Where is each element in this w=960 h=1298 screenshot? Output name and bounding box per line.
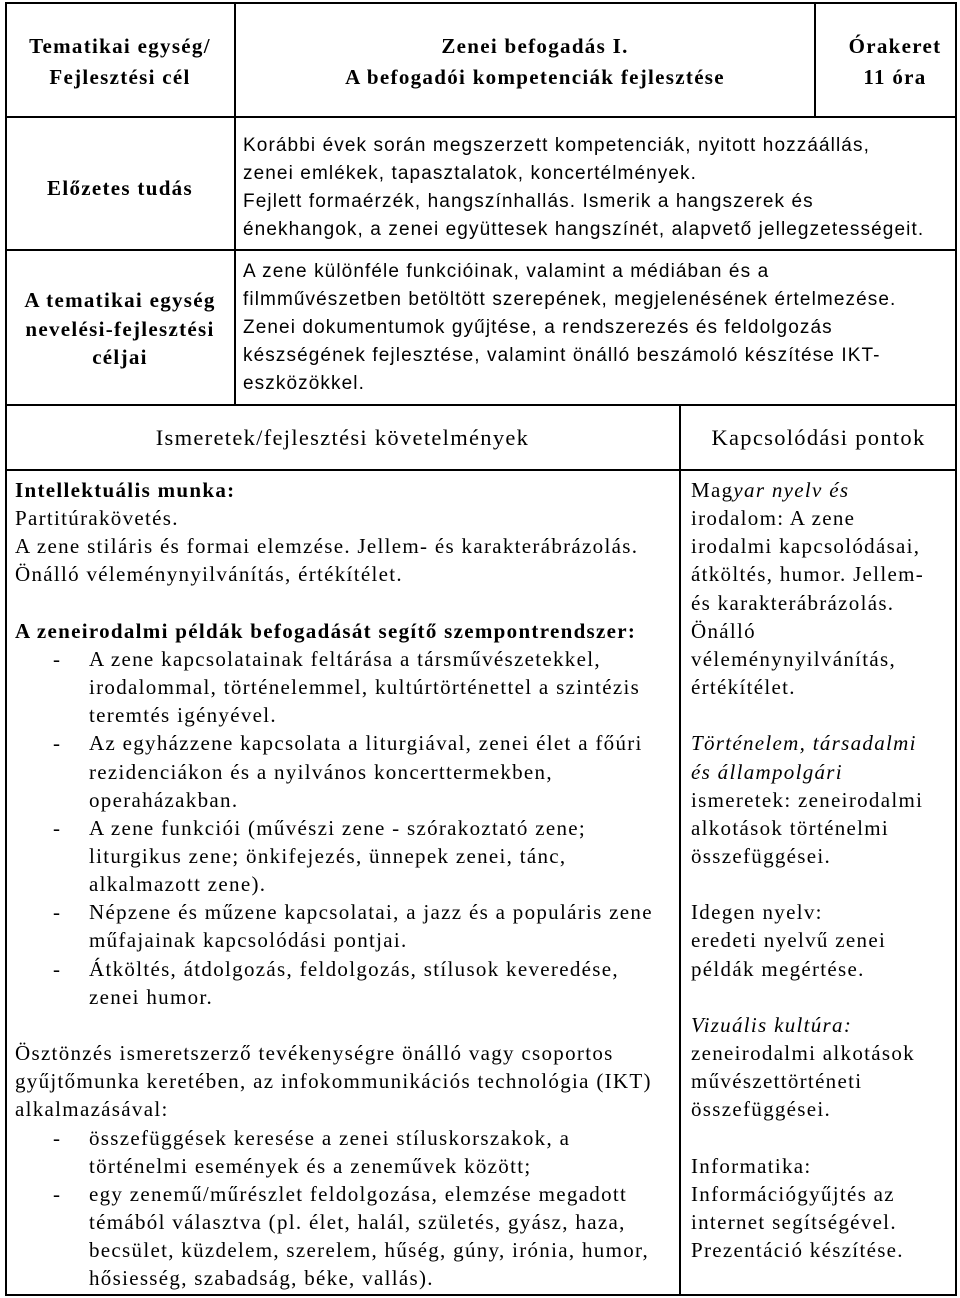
bullet-item: [15, 1124, 680, 1152]
requirement-text-line: gyűjtőmunka keretében, az infokommunikációs technológia (IKT): [15, 1069, 652, 1094]
requirement-subheading: A zeneirodalmi példák befogadását segítő szempontrendszer:: [15, 618, 637, 643]
bullet-item-text: liturgikus zene; önkifejezés, ünnepek zenei, tánc,: [89, 844, 567, 869]
bullet-item-text: becsület, küzdelem, szerelem, hűség, gúny, irónia, humor,: [89, 1238, 650, 1263]
connection-line: Informatika:: [691, 1153, 812, 1178]
bullet-marker: -: [53, 815, 62, 840]
bullet-item-text: operaházakban.: [89, 787, 239, 812]
bullet-marker: -: [53, 646, 62, 671]
connection-line: és karakterábrázolás.: [691, 590, 895, 615]
connection-line: irodalom: A zene: [691, 506, 856, 531]
goals-text: [235, 250, 957, 405]
bullet-item-continuation: [15, 786, 680, 814]
connection-line: ismeretek: zeneirodalmi: [691, 787, 924, 812]
connection-line: művészettörténeti: [691, 1069, 863, 1094]
bullet-item-text: Az egyházzene kapcsolata a liturgiával, zenei élet a főúri: [89, 731, 643, 756]
connection-line: Prezentáció készítése.: [691, 1238, 904, 1263]
connection-line: Vizuális kultúra:: [691, 1012, 853, 1037]
goal-line: A zene különféle funkcióinak, valamint a médiában és a: [243, 261, 770, 282]
prior-knowledge-label-cell: [5, 117, 235, 250]
bullet-item-continuation: [15, 673, 680, 701]
goals-label-line: nevelési-fejlesztési: [25, 316, 215, 341]
blank-line: [15, 589, 680, 617]
connection-line: Önálló: [691, 618, 756, 643]
connection-line-segment: Mag: [691, 478, 734, 502]
prior-knowledge-label: Előzetes tudás: [47, 176, 193, 200]
bullet-item-continuation: [15, 1264, 680, 1292]
bullet-item-continuation: [15, 983, 680, 1011]
bullet-marker: -: [53, 956, 62, 981]
requirement-text-line: Partitúrakövetés.: [15, 506, 179, 531]
connection-line-segment: yar nyelv és: [733, 478, 850, 502]
connection-line: internet segítségével.: [691, 1210, 897, 1234]
connection-line: Történelem, társadalmi: [691, 731, 917, 756]
unit-title: Zenei befogadás I.: [441, 34, 629, 58]
blank-line: [691, 701, 957, 729]
bullet-item-continuation: [15, 926, 680, 954]
bullet-item-text: témából választva (pl. élet, halál, születés, gyász, haza,: [89, 1210, 626, 1235]
bullet-item-continuation: [15, 1236, 680, 1264]
bullet-item-text: A zene kapcsolatainak feltárása a társművészetekkel,: [89, 646, 601, 671]
bullet-marker: -: [53, 900, 62, 925]
requirement-text-line: alkalmazásával:: [15, 1097, 169, 1122]
requirement-subheading: Intellektuális munka:: [15, 478, 236, 502]
requirement-text-line: Ösztönzés ismeretszerző tevékenységre önálló vagy csoportos: [15, 1041, 614, 1066]
goal-line: filmművészetben betöltött szerepének, megjelenésének értelmezése.: [243, 289, 897, 310]
goal-line: Zenei dokumentumok gyűjtése, a rendszerezés és feldolgozás: [243, 317, 833, 338]
connection-line: Idegen nyelv:: [691, 900, 823, 925]
blank-line: [691, 870, 957, 898]
bullet-item-text: teremtés igényével.: [89, 703, 277, 728]
bullet-item-text: A zene funkciói (művészi zene - szórakoztató zene;: [89, 815, 587, 840]
connection-line: Információgyűjtés az: [691, 1181, 895, 1206]
requirements-body: [5, 470, 680, 1296]
unit-label-line: Fejlesztési cél: [49, 65, 191, 89]
bullet-item-continuation: [15, 1208, 680, 1236]
prior-knowledge-line: énekhangok, a zenei együttesek hangszínét, alapvető jellegzetességeit.: [243, 219, 925, 240]
bullet-item-continuation: [15, 701, 680, 729]
bullet-item-text: hősiesség, szabadság, béke, vallás).: [89, 1266, 434, 1291]
prior-knowledge-line: Korábbi évek során megszerzett kompetenciák, nyitott hozzáállás,: [243, 135, 870, 156]
connections-body: [680, 470, 957, 1296]
bullet-marker: -: [53, 1125, 62, 1150]
bullet-item: [15, 645, 680, 673]
goals-label-line: A tematikai egység: [24, 288, 216, 312]
bullet-marker: -: [53, 1181, 62, 1206]
time-frame-cell: [815, 2, 957, 117]
connection-line: alkotások történelmi: [691, 815, 890, 840]
goal-line: készségének fejlesztése, valamint önálló beszámoló készítése IKT-: [243, 345, 881, 366]
bullet-item-text: Népzene és műzene kapcsolatai, a jazz és a populáris zene: [89, 900, 653, 925]
bullet-item-continuation: [15, 1152, 680, 1180]
connection-line: összefüggései.: [691, 1097, 832, 1122]
bullet-item-continuation: [15, 758, 680, 786]
unit-label-line: Tematikai egység/: [29, 34, 211, 58]
unit-subtitle: A befogadói kompetenciák fejlesztése: [345, 65, 725, 89]
prior-knowledge-text: [235, 117, 957, 250]
bullet-marker: -: [53, 731, 62, 756]
connection-line: értékítélet.: [691, 675, 796, 700]
connections-heading-cell: [680, 405, 957, 470]
bullet-item-continuation: [15, 870, 680, 898]
bullet-item-text: alkalmazott zene).: [89, 872, 267, 897]
bullet-item: [15, 814, 680, 842]
bullet-item: [15, 898, 680, 926]
connections-heading: Kapcsolódási pontok: [711, 425, 926, 450]
goal-line: eszközökkel.: [243, 373, 365, 394]
bullet-item: [15, 729, 680, 757]
prior-knowledge-line: Fejlett formaérzék, hangszínhallás. Ismerik a hangszerek és: [243, 191, 814, 212]
connection-line: véleménynyilvánítás,: [691, 646, 897, 671]
prior-knowledge-line: zenei emlékek, tapasztalatok, koncertélmények.: [243, 163, 698, 184]
time-frame-label: Órakeret: [848, 34, 942, 58]
bullet-item-text: Átköltés, átdolgozás, feldolgozás, stílusok keveredése,: [89, 956, 619, 981]
goals-label-line: céljai: [92, 345, 148, 369]
bullet-item: [15, 955, 680, 983]
connection-line: [691, 476, 957, 504]
bullet-item-text: irodalommal, történelemmel, kultúrtörténettel a szintézis: [89, 675, 641, 700]
unit-title-cell: [235, 2, 815, 117]
requirements-heading-cell: [5, 405, 680, 470]
connection-line: zeneirodalmi alkotások: [691, 1041, 915, 1066]
bullet-item-text: rezidenciákon és a nyilvános koncerttermekben,: [89, 759, 553, 784]
connection-line: irodalmi kapcsolódásai,: [691, 534, 921, 559]
bullet-item-text: egy zenemű/műrészlet feldolgozása, elemzése megadott: [89, 1181, 628, 1206]
time-frame-value: 11 óra: [863, 65, 927, 89]
connection-line: eredeti nyelvű zenei: [691, 928, 887, 953]
connection-line: példák megértése.: [691, 956, 865, 981]
goals-label-cell: [5, 250, 235, 405]
bullet-item-text: összefüggések keresése a zenei stíluskorszakok, a: [89, 1125, 571, 1150]
unit-label-cell: [5, 2, 235, 117]
connection-line: összefüggései.: [691, 844, 832, 869]
blank-line: [691, 1124, 957, 1152]
connection-line: átköltés, humor. Jellem-: [691, 562, 924, 587]
bullet-item-text: műfajainak kapcsolódási pontjai.: [89, 928, 408, 953]
requirement-text-line: A zene stiláris és formai elemzése. Jellem- és karakterábrázolás.: [15, 534, 639, 559]
bullet-item-text: történelmi események és a zeneművek között;: [89, 1153, 532, 1178]
requirements-heading: Ismeretek/fejlesztési követelmények: [155, 425, 530, 450]
requirement-text-line: Önálló véleménynyilvánítás, értékítélet.: [15, 562, 403, 587]
bullet-item: [15, 1180, 680, 1208]
blank-line: [15, 1011, 680, 1039]
bullet-item-continuation: [15, 842, 680, 870]
bullet-item-text: zenei humor.: [89, 984, 214, 1009]
connection-line: és állampolgári: [691, 759, 843, 784]
blank-line: [691, 983, 957, 1011]
